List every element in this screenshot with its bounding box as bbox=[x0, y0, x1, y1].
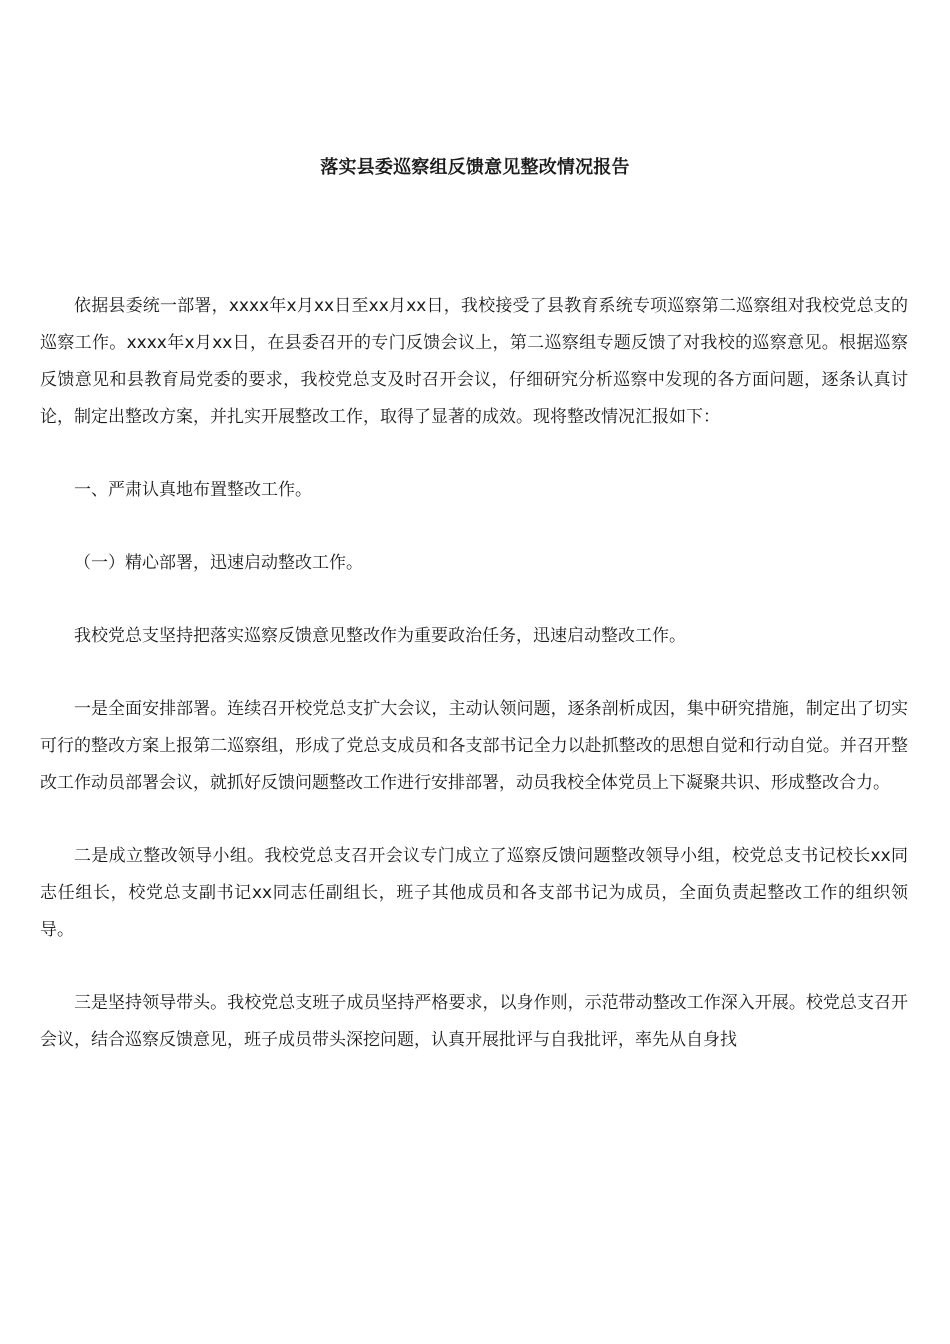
paragraph-point-2: 二是成立整改领导小组。我校党总支召开会议专门成立了巡察反馈问题整改领导小组，校党总支书记校长xx同志任组长，校党总支副书记xx同志任副组长，班子其他成员和各支部书记为成员，全面负责起整改工作的组织领导。 bbox=[40, 846, 908, 940]
paragraph-point-3: 三是坚持领导带头。我校党总支班子成员坚持严格要求，以身作则，示范带动整改工作深入开展。校党总支召开会议，结合巡察反馈意见，班子成员带头深挖问题，认真开展批评与自我批评，率先从自身找 bbox=[40, 993, 908, 1050]
document-body bbox=[40, 288, 908, 1095]
paragraph-intro: 依据县委统一部署，xxxx年x月xx日至xx月xx日，我校接受了县教育系统专项巡察第二巡察组对我校党总支的巡察工作。xxxx年x月xx日，在县委召开的专门反馈会议上，第二巡察组专题反馈了对我校的巡察意见。根据巡察反馈意见和县教育局党委的要求，我校党总支及时召开会议，仔细研究分析巡察中发现的各方面问题，逐条认真讨论，制定出整改方案，并扎实开展整改工作，取得了显著的成效。现将整改情况汇报如下： bbox=[40, 296, 908, 427]
paragraph-point-1: 一是全面安排部署。连续召开校党总支扩大会议，主动认领问题，逐条剖析成因，集中研究措施，制定出了切实可行的整改方案上报第二巡察组，形成了党总支成员和各支部书记全力以赴抓整改的思想自觉和行动自觉。并召开整改工作动员部署会议，就抓好反馈问题整改工作进行安排部署，动员我校全体党员上下凝聚共识、形成整改合力。 bbox=[40, 699, 908, 793]
subsection-heading-1: （一）精心部署，迅速启动整改工作。 bbox=[74, 553, 363, 573]
document-title: 落实县委巡察组反馈意见整改情况报告 bbox=[320, 157, 630, 178]
section-heading-1: 一、严肃认真地布置整改工作。 bbox=[74, 480, 312, 500]
paragraph-summary: 我校党总支坚持把落实巡察反馈意见整改作为重要政治任务，迅速启动整改工作。 bbox=[74, 626, 686, 646]
